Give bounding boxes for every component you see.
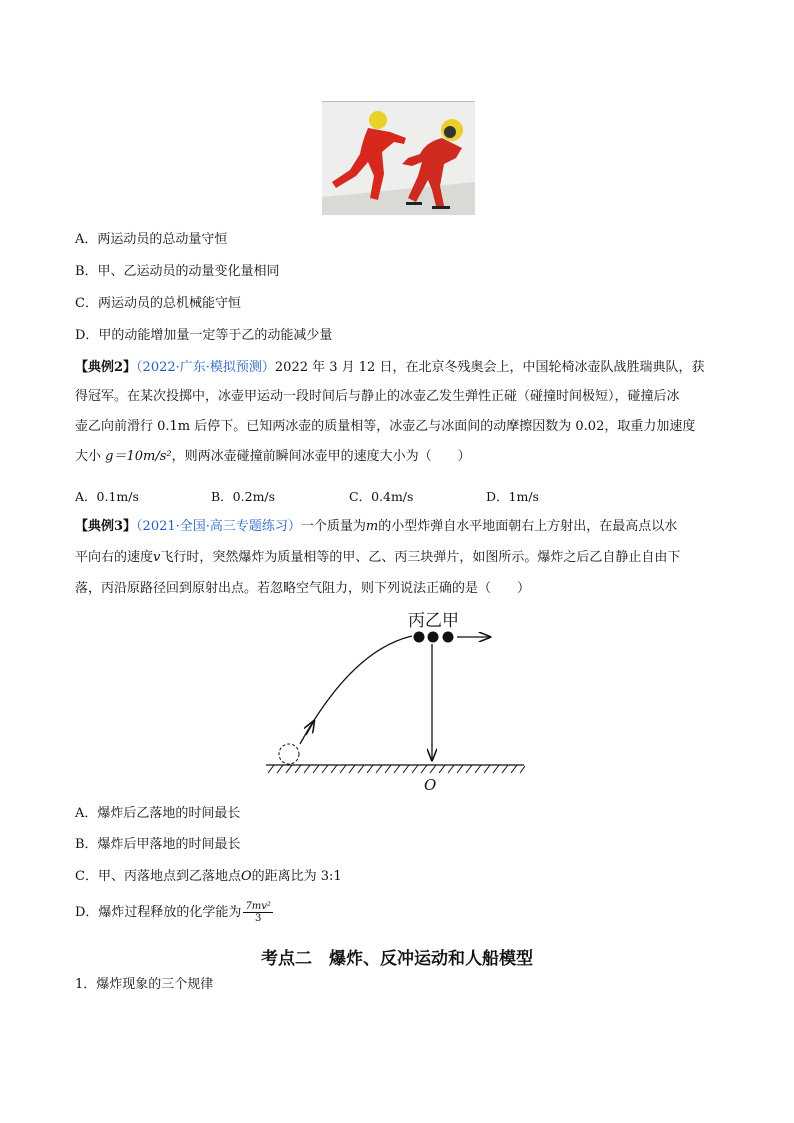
trajectory-arrow bbox=[306, 721, 314, 735]
ex2-line2: 得冠军。在某次投掷中，冰壶甲运动一段时间后与静止的冰壶乙发生弹性正碰（碰撞时间极短），碰撞后冰 bbox=[75, 389, 680, 404]
ex3-option-c-b: 的距离比为 3:1 bbox=[251, 869, 342, 884]
ex3-option-c-a: C．甲、丙落地点到乙落地点 bbox=[75, 869, 241, 884]
ex2-gravity-formula: g＝10m/s² bbox=[105, 449, 172, 464]
ex2-option-a: A．0.1m/s bbox=[75, 489, 139, 504]
ex2-option-d: D．1m/s bbox=[486, 489, 539, 504]
energy-numerator: 7mv² bbox=[245, 901, 271, 912]
skaters-photo bbox=[322, 101, 475, 215]
q1-option-d: D．甲的动能增加量一定等于乙的动能减少量 bbox=[75, 328, 333, 343]
ex3-text-1b: 的小型炸弹自水平地面朝右上方射出，在最高点以水 bbox=[378, 519, 678, 534]
ex2-option-b: B．0.2m/s bbox=[211, 489, 276, 504]
q1-option-b: B．甲、乙运动员的动量变化量相同 bbox=[75, 264, 280, 279]
fragment-bing bbox=[414, 632, 425, 643]
item-1: 1．爆炸现象的三个规律 bbox=[75, 977, 214, 992]
figure-label-o: O bbox=[424, 776, 437, 794]
ex3-mass-symbol: m bbox=[365, 519, 379, 534]
fragment-jia bbox=[443, 632, 454, 643]
ex2-source: （2022·广东·模拟预测） bbox=[136, 360, 275, 375]
ex3-option-b: B．爆炸后甲落地的时间最长 bbox=[75, 837, 241, 852]
ex3-text-2b: 飞行时，突然爆炸为质量相等的甲、乙、丙三块弹片，如图所示。爆炸之后乙自静止自由下 bbox=[160, 550, 681, 565]
ex3-option-d-text: D．爆炸过程释放的化学能为 bbox=[75, 905, 242, 920]
energy-fraction bbox=[243, 901, 273, 924]
section-heading: 考点二 爆炸、反冲运动和人船模型 bbox=[261, 949, 533, 969]
explosion-figure bbox=[262, 604, 537, 794]
ex3-line3: 落，丙沿原路径回到原射出点。若忽略空气阻力，则下列说法正确的是（ ） bbox=[75, 581, 531, 596]
ex3-velocity-symbol: v bbox=[153, 550, 161, 565]
ex2-line1 bbox=[75, 359, 704, 377]
ex3-text-1a: 一个质量为 bbox=[300, 519, 366, 534]
ex2-line3: 壶乙向前滑行 0.1m 后停下。已知两冰壶的质量相等，冰壶乙与冰面间的动摩擦因数为 0.02，取重力加速度 bbox=[75, 419, 696, 434]
ex3-tag: 【典例3】 bbox=[75, 519, 137, 534]
ex2-line4 bbox=[75, 448, 471, 466]
fragment-yi bbox=[428, 632, 439, 643]
q1-option-c: C．两运动员的总机械能守恒 bbox=[75, 296, 241, 311]
ground-hatching bbox=[268, 765, 525, 773]
energy-denominator: 3 bbox=[255, 913, 262, 924]
ex3-source: （2021·全国·高三专题练习） bbox=[136, 519, 301, 534]
ex2-text-4b: ，则两冰壶碰撞前瞬间冰壶甲的速度大小为（ ） bbox=[171, 449, 471, 464]
launch-position-circle bbox=[279, 744, 299, 764]
ex3-option-c-o: O bbox=[240, 869, 252, 884]
ex2-text-1: 2022 年 3 月 12 日，在北京冬残奥会上，中国轮椅冰壶队战胜瑞典队，获 bbox=[274, 360, 705, 375]
ex3-option-d bbox=[75, 898, 273, 928]
ex3-option-a: A．爆炸后乙落地的时间最长 bbox=[75, 806, 241, 821]
ex2-option-c: C．0.4m/s bbox=[349, 489, 414, 504]
trajectory-curve bbox=[300, 636, 412, 744]
ex3-line2 bbox=[75, 549, 680, 567]
ex3-option-c bbox=[75, 868, 342, 886]
ex2-tag: 【典例2】 bbox=[75, 360, 137, 375]
ex3-line1 bbox=[75, 518, 677, 536]
ex2-text-4a: 大小 bbox=[75, 449, 106, 464]
ex3-text-2a: 平向右的速度 bbox=[75, 550, 154, 565]
skaters-illustration bbox=[322, 102, 475, 215]
figure-label-fragments: 丙乙甲 bbox=[408, 611, 459, 631]
q1-option-a: A．两运动员的总动量守恒 bbox=[75, 232, 228, 247]
